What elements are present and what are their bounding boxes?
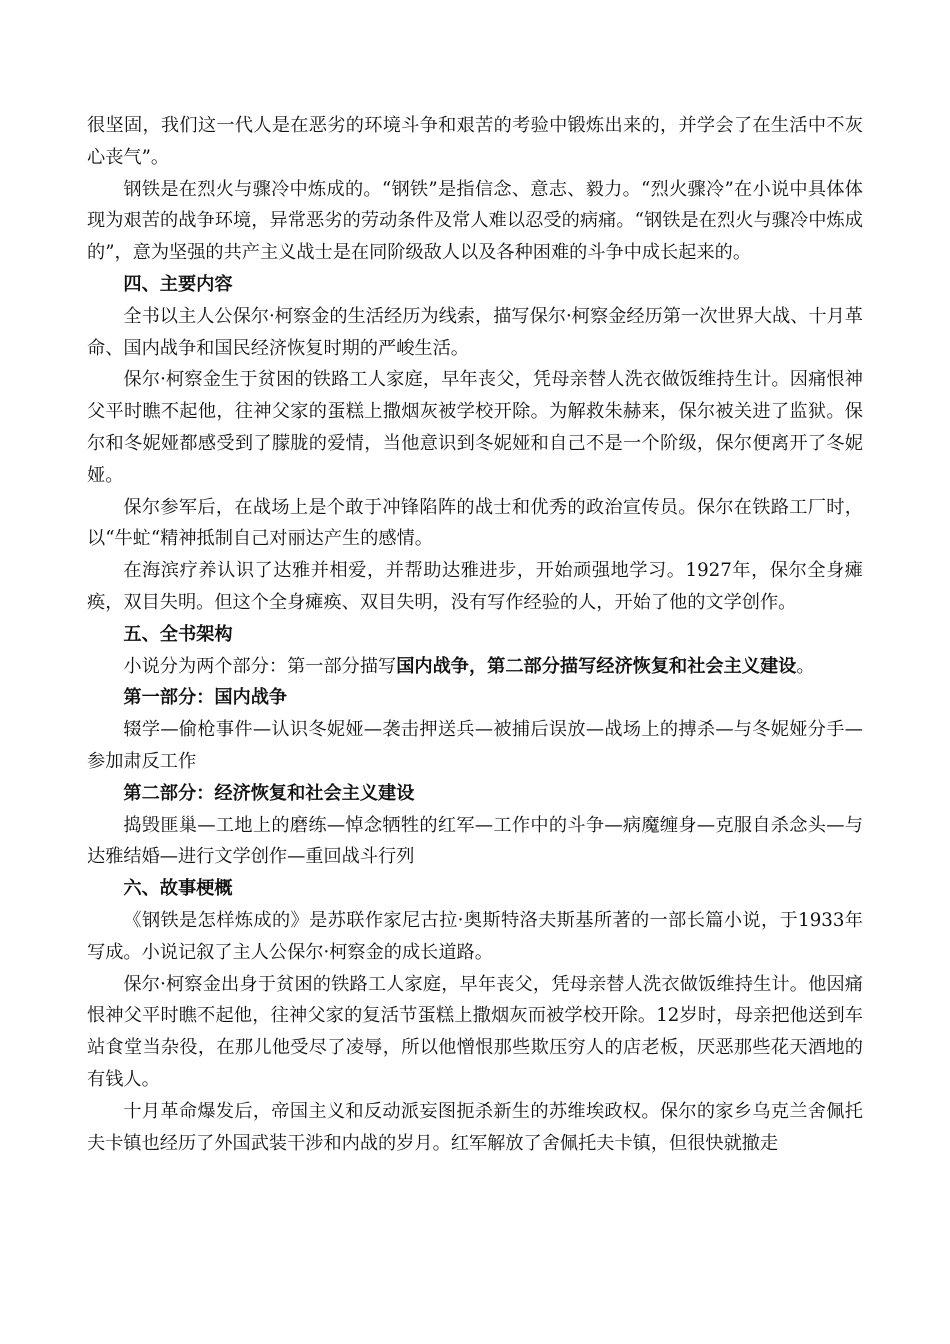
structure-bold-text: 国内战争，第二部分描写经济恢复和社会主义建设 xyxy=(396,655,797,677)
heading-part-two: 第二部分：经济恢复和社会主义建设 xyxy=(123,782,415,804)
paragraph-story-2: 保尔·柯察金出身于贫困的铁路工人家庭，早年丧父，凭母亲替人洗衣做饭维持生计。他因痛恨神父平时瞧不起他，往神父家的复活节蛋糕上撒烟灰而被学校开除。12岁时，母亲把他送到车站食堂当杂役，在那儿他受尽了凌辱，所以他憎恨那些欺压穷人的店老板，厌恶那些花天酒地的有钱人。 xyxy=(87,973,863,1090)
paragraph-structure xyxy=(87,651,863,683)
paragraph-title-meaning: 钢铁是在烈火与骤冷中炼成的。“钢铁”是指信念、意志、毅力。“烈火骤冷”在小说中具体体现为艰苦的战争环境，异常恶劣的劳动条件及常人难以忍受的病痛。“钢铁是在烈火与骤冷中炼成的”，意为坚强的共产主义战士是在同阶级敌人以及各种困难的斗争中成长起来的。 xyxy=(87,178,863,264)
paragraph-content-1: 全书以主人公保尔·柯察金的生活经历为线索，描写保尔·柯察金经历第一次世界大战、十月革命、国内战争和国民经济恢复时期的严峻生活。 xyxy=(87,305,863,359)
document-page xyxy=(87,110,863,1159)
heading-story-summary: 六、故事梗概 xyxy=(123,878,233,900)
paragraph-content-4: 在海滨疗养认识了达雅并相爱，并帮助达雅进步，开始顽强地学习。1927年，保尔全身瘫痪，双目失明。但这个全身瘫痪、双目失明，没有写作经验的人，开始了他的文学创作。 xyxy=(87,560,863,613)
heading-part-one: 第一部分：国内战争 xyxy=(123,687,288,709)
paragraph-part-two: 捣毁匪巢—工地上的磨练—悼念牺牲的红军—工作中的斗争—病魔缠身—克服自杀念头—与达雅结婚—进行文学创作—重回战斗行列 xyxy=(87,814,863,868)
paragraph-part-one: 辍学—偷枪事件—认识冬妮娅—袭击押送兵—被捕后误放—战场上的搏杀—与冬妮娅分手—参加肃反工作 xyxy=(87,719,863,772)
paragraph-content-2: 保尔·柯察金生于贫困的铁路工人家庭，早年丧父，凭母亲替人洗衣做饭维持生计。因痛恨神父平时瞧不起他，往神父家的蛋糕上撒烟灰被学校开除。为解救朱赫来，保尔被关进了监狱。保尔和冬妮娅都感受到了朦胧的爱情，当他意识到冬妮娅和自己不是一个阶级，保尔便离开了冬妮娅。 xyxy=(87,369,863,486)
paragraph-story-1: 《钢铁是怎样炼成的》是苏联作家尼古拉·奥斯特洛夫斯基所著的一部长篇小说，于1933年写成。小说记叙了主人公保尔·柯察金的成长道路。 xyxy=(87,909,863,963)
heading-main-content: 四、主要内容 xyxy=(123,273,233,295)
paragraph-story-3: 十月革命爆发后，帝国主义和反动派妄图扼杀新生的苏维埃政权。保尔的家乡乌克兰舍佩托夫卡镇也经历了外国武装干涉和内战的岁月。红军解放了舍佩托夫卡镇，但很快就撤走 xyxy=(87,1100,863,1154)
heading-book-structure: 五、全书架构 xyxy=(123,623,233,645)
structure-lead-text: 小说分为两个部分：第一部分描写 xyxy=(123,655,397,677)
paragraph-intro-continued: 很坚固，我们这一代人是在恶劣的环境斗争和艰苦的考验中锻炼出来的，并学会了在生活中不灰心丧气”。 xyxy=(87,115,863,168)
structure-end-text: 。 xyxy=(796,655,815,677)
paragraph-content-3: 保尔参军后，在战场上是个敢于冲锋陷阵的战士和优秀的政治宣传员。保尔在铁路工厂时，以“牛虻“精神抵制自己对丽达产生的感情。 xyxy=(87,496,863,550)
